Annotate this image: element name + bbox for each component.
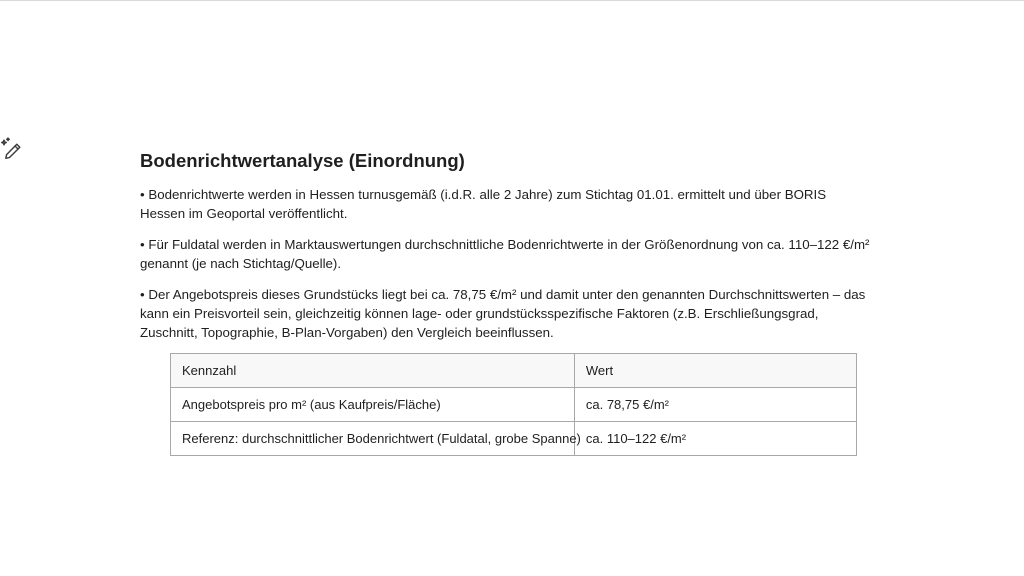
bullet-paragraph-2: • Für Fuldatal werden in Marktauswertungen durchschnittliche Bodenrichtwerte in der Größenordnung von ca. 110–122 €/m² genannt (je nach Stichtag/Quelle). (140, 237, 870, 271)
table-header-cell: Kennzahl (171, 354, 575, 388)
bullet-paragraph-1: • Bodenrichtwerte werden in Hessen turnusgemäß (i.d.R. alle 2 Jahre) zum Stichtag 01.01. ermittelt und über BORIS Hessen im Geoportal veröffentlicht. (140, 187, 827, 221)
metrics-table (170, 353, 857, 456)
bullet-paragraph-3: • Der Angebotspreis dieses Grundstücks liegt bei ca. 78,75 €/m² und damit unter den genannten Durchschnittswerten – das kann ein Preisvorteil sein, gleichzeitig können lage- oder grundstücksspezifische Faktoren (z.B. Erschließungsgrad, Zuschnitt, Topographie, B-Plan-Vorgaben) den Vergleich beeinflussen. (140, 287, 866, 340)
table-row (171, 422, 857, 456)
sparkle-pencil-icon[interactable] (0, 137, 24, 161)
document-title: Bodenrichtwertanalyse (Einordnung) (140, 150, 465, 171)
top-divider (0, 0, 1024, 1)
table-cell: ca. 110–122 €/m² (574, 422, 856, 456)
table-row (171, 388, 857, 422)
table-header-row (171, 354, 857, 388)
document-body (140, 149, 870, 354)
table-cell: Angebotspreis pro m² (aus Kaufpreis/Fläche) (171, 388, 575, 422)
table-cell: ca. 78,75 €/m² (574, 388, 856, 422)
table-cell: Referenz: durchschnittlicher Bodenrichtwert (Fuldatal, grobe Spanne) (171, 422, 575, 456)
table-header-cell: Wert (574, 354, 856, 388)
